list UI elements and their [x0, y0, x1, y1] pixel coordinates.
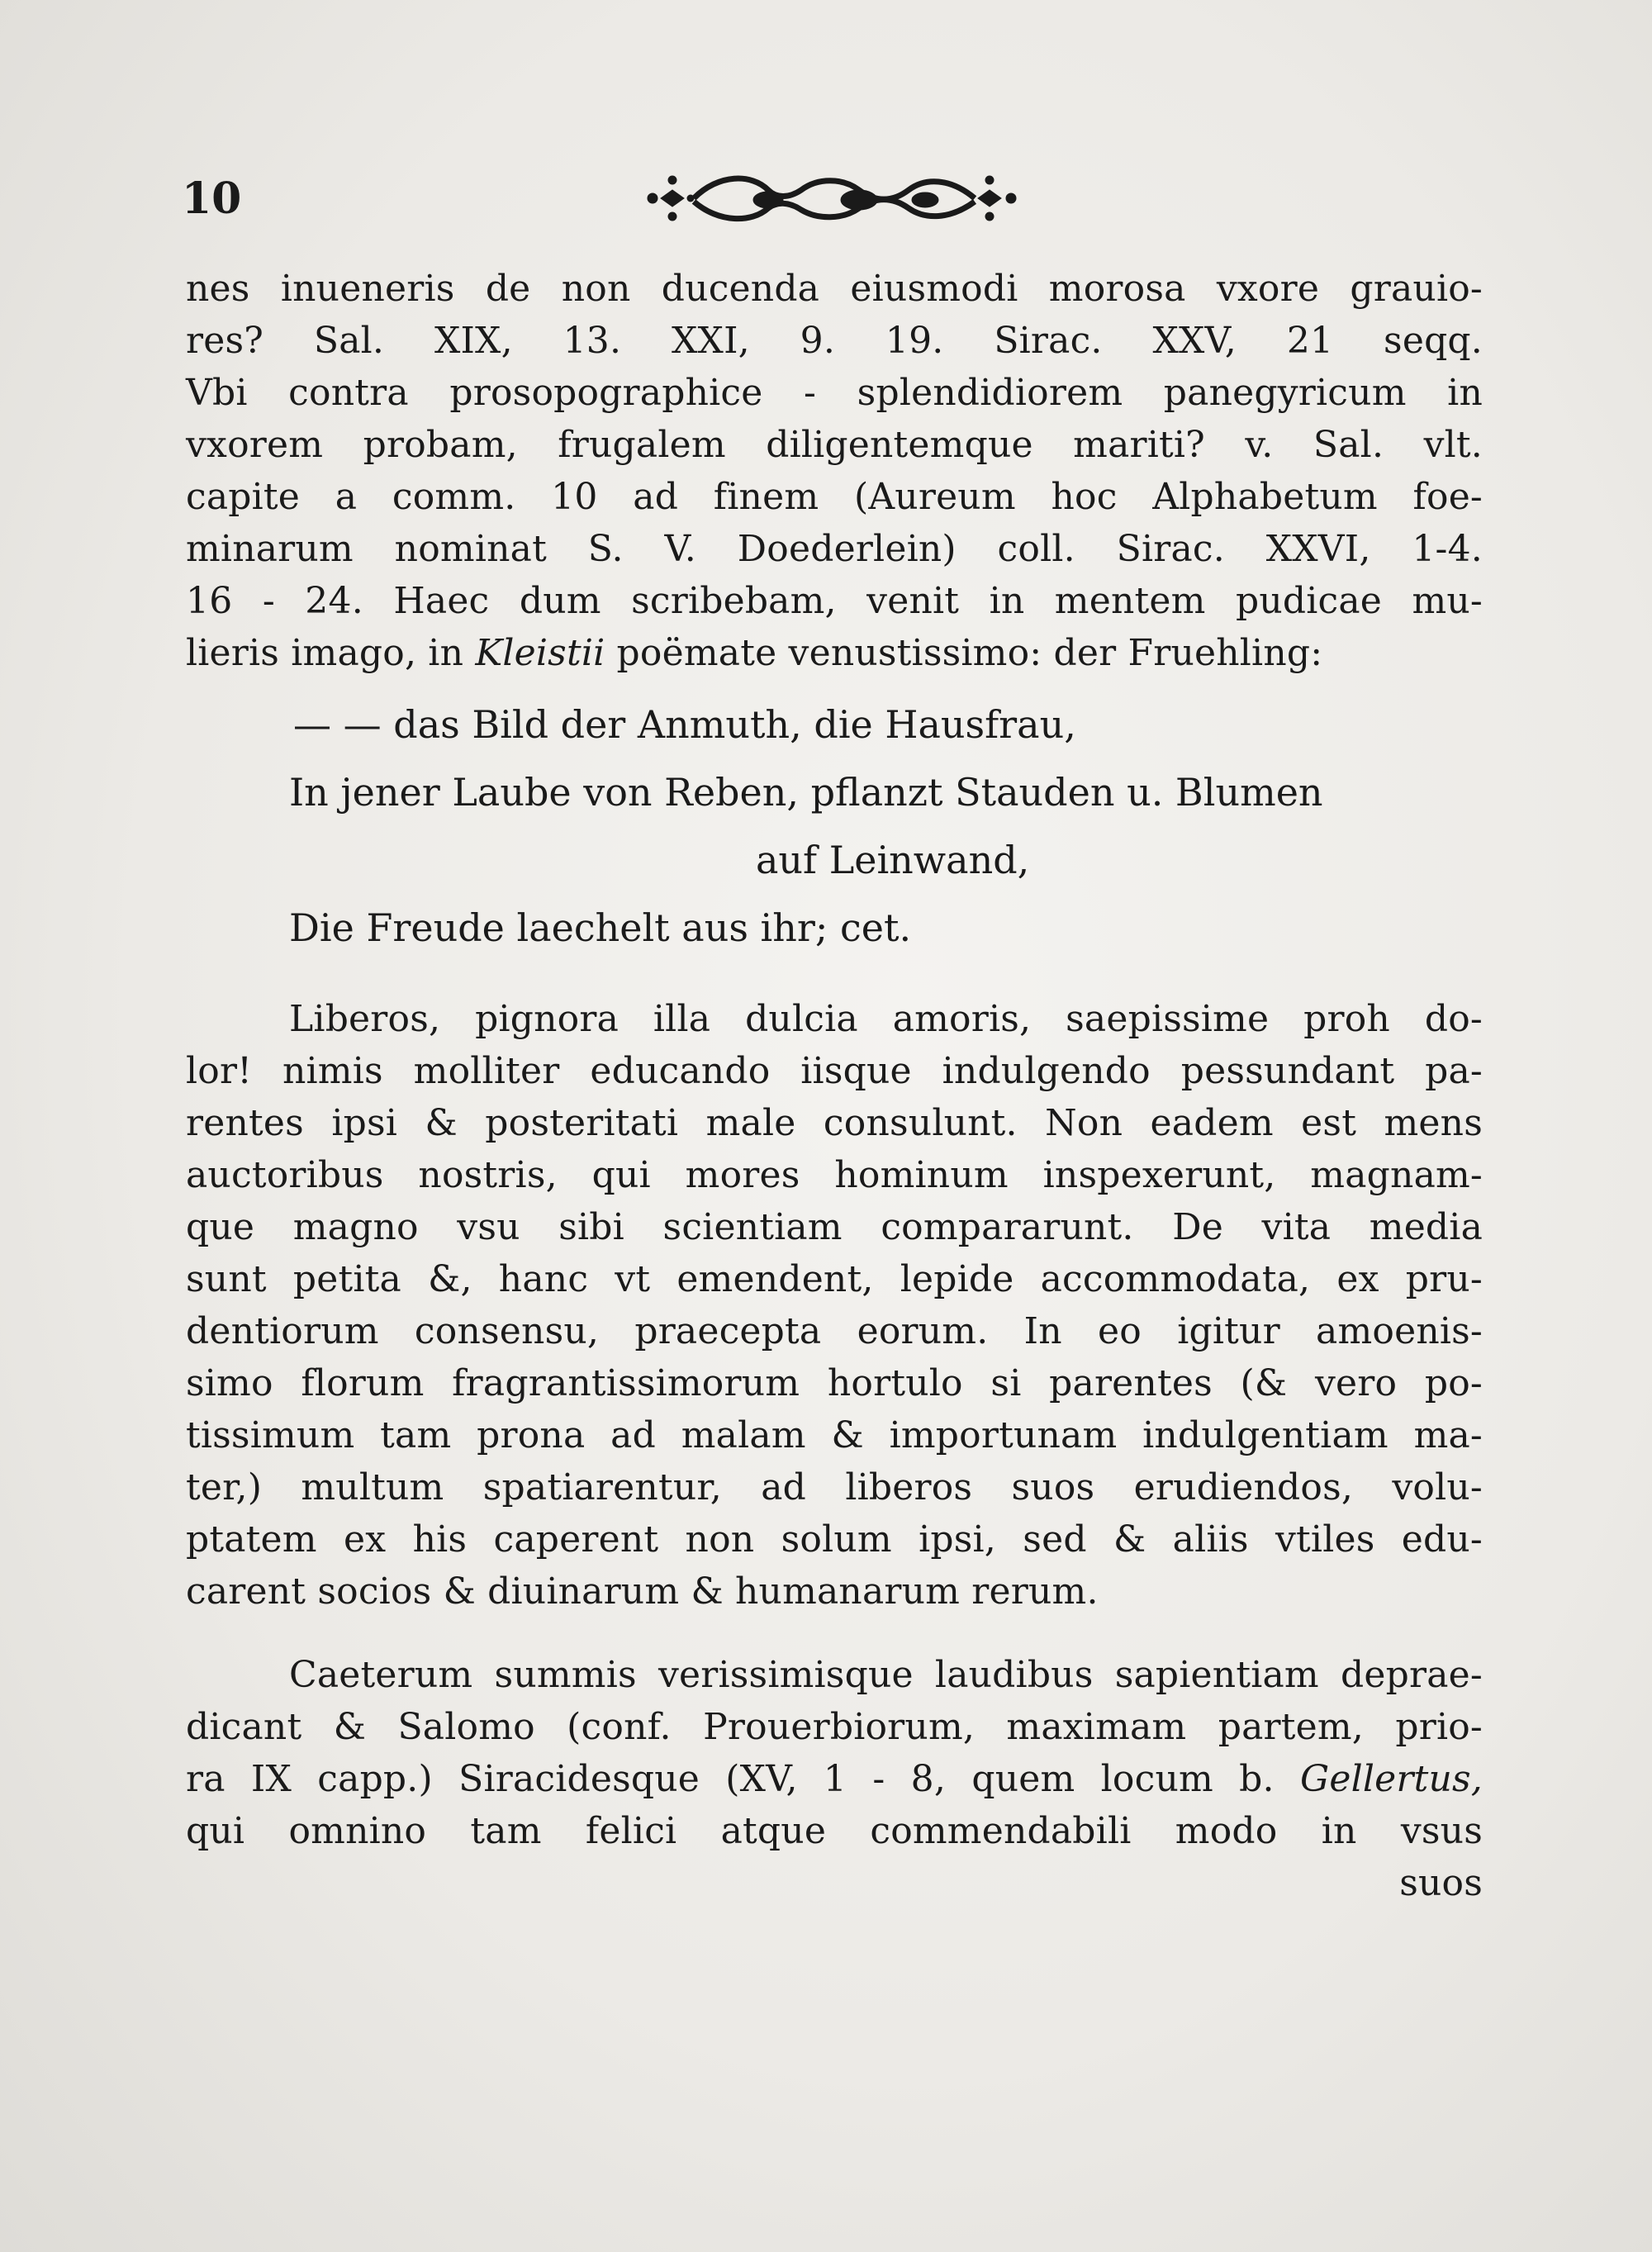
- text-line: lor! nimis molliter educando iisque indulgendo pessundant pa-: [186, 1050, 1483, 1092]
- text-line: simo florum fragrantissimorum hortulo si parentes (& vero po-: [186, 1362, 1483, 1404]
- verse-line: Die Freude laechelt aus ihr; cet.: [289, 905, 912, 950]
- body-text: [186, 263, 1483, 1909]
- verse-line: In jener Laube von Reben, pflanzt Stauden u. Blumen: [289, 770, 1323, 815]
- page-number: 10: [182, 173, 242, 224]
- text-fragment: poëmate venustissimo: der Fruehling:: [605, 632, 1323, 674]
- catchword: suos: [1399, 1862, 1483, 1904]
- verse-line: auf Leinwand,: [756, 838, 1030, 882]
- ornament-icon: [644, 165, 1024, 231]
- text-line: minarum nominat S. V. Doederlein) coll. Sirac. XXVI, 1-4.: [186, 528, 1483, 570]
- text-line: sunt petita &, hanc vt emendent, lepide accommodata, ex pru-: [186, 1258, 1483, 1300]
- text-line: capite a comm. 10 ad finem (Aureum hoc Alphabetum foe-: [186, 476, 1483, 518]
- text-line: auctoribus nostris, qui mores hominum inspexerunt, magnam-: [186, 1154, 1483, 1196]
- text-line: dicant & Salomo (conf. Prouerbiorum, maximam partem, prio-: [186, 1706, 1483, 1748]
- text-line: Vbi contra prosopographice - splendidiorem panegyricum in: [186, 372, 1483, 414]
- page-header: [182, 165, 1487, 240]
- text-line: qui omnino tam felici atque commendabili modo in vsus: [186, 1810, 1483, 1852]
- text-line: Liberos, pignora illa dulcia amoris, saepissime proh do-: [289, 998, 1483, 1040]
- text-line: ter,) multum spatiarentur, ad liberos suos erudiendos, volu-: [186, 1466, 1483, 1508]
- text-line: 16 - 24. Haec dum scribebam, venit in mentem pudicae mu-: [186, 580, 1483, 622]
- text-fragment: ra IX capp.) Siracidesque (XV, 1 - 8, quem locum b.: [186, 1758, 1300, 1800]
- text-line: que magno vsu sibi scientiam compararunt. De vita media: [186, 1206, 1483, 1248]
- text-line: [186, 627, 1483, 679]
- text-line: carent socios & diuinarum & humanarum rerum.: [186, 1570, 1099, 1613]
- text-line: nes inueneris de non ducenda eiusmodi morosa vxore grauio-: [186, 268, 1483, 310]
- text-line: tissimum tam prona ad malam & importunam indulgentiam ma-: [186, 1414, 1483, 1456]
- author-name: Kleistii: [475, 632, 605, 674]
- text-fragment: lieris imago, in: [186, 632, 476, 674]
- text-line: res? Sal. XIX, 13. XXI, 9. 19. Sirac. XXV, 21 seqq.: [186, 320, 1483, 362]
- author-name: Gellertus,: [1300, 1758, 1483, 1800]
- text-line: [186, 1753, 1483, 1805]
- text-line: rentes ipsi & posteritati male consulunt. Non eadem est mens: [186, 1102, 1483, 1144]
- text-line: Caeterum summis verissimisque laudibus sapientiam deprae-: [289, 1654, 1483, 1696]
- text-line: vxorem probam, frugalem diligentemque mariti? v. Sal. vlt.: [186, 424, 1483, 466]
- text-line: ptatem ex his caperent non solum ipsi, sed & aliis vtiles edu-: [186, 1518, 1483, 1561]
- verse-line: — — das Bild der Anmuth, die Hausfrau,: [293, 702, 1076, 747]
- text-line: dentiorum consensu, praecepta eorum. In eo igitur amoenis-: [186, 1310, 1483, 1352]
